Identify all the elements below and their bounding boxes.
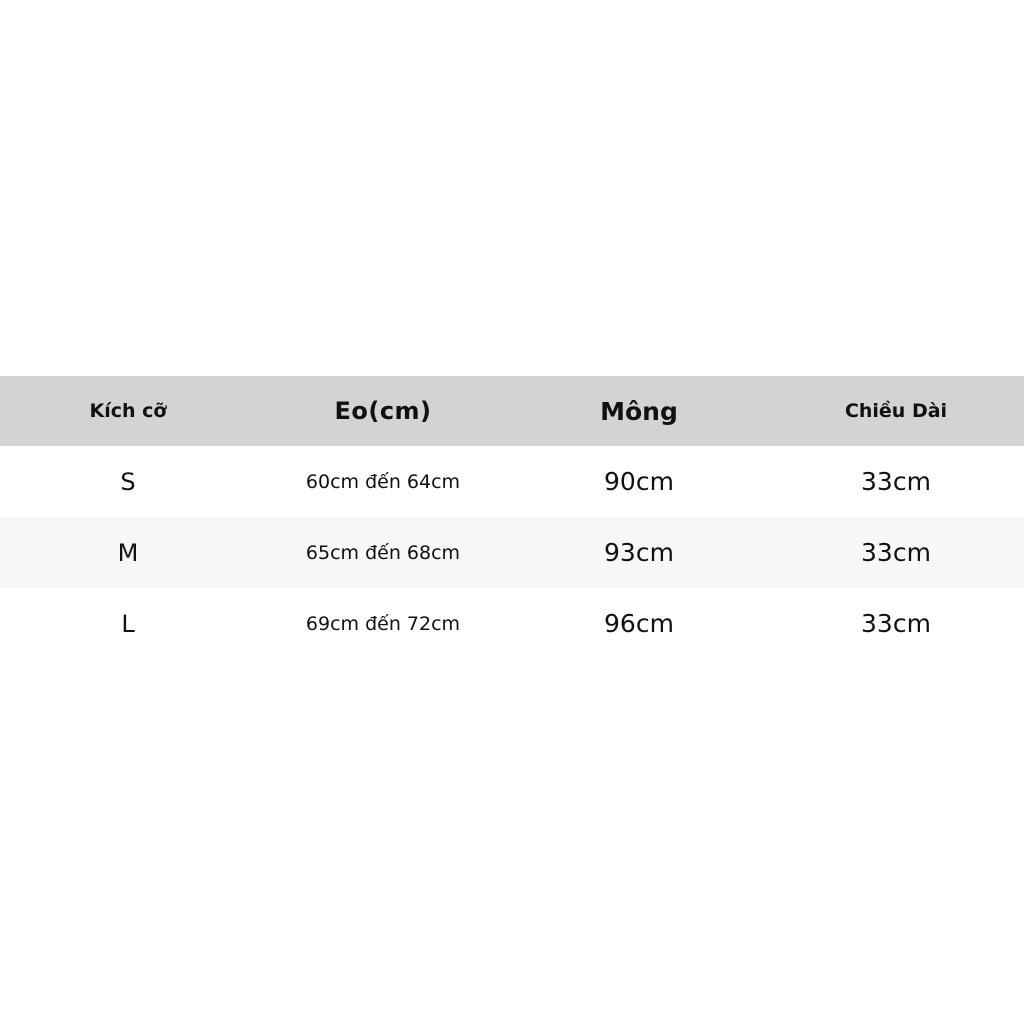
table-row xyxy=(0,517,1024,588)
cell-length: 33cm xyxy=(861,467,931,496)
cell-size: L xyxy=(121,609,135,638)
cell-length: 33cm xyxy=(861,609,931,638)
table-row xyxy=(0,588,1024,659)
cell-waist: 69cm đến 72cm xyxy=(305,612,461,635)
header-size: Kích cỡ xyxy=(89,400,167,422)
cell-waist: 60cm đến 64cm xyxy=(305,470,461,493)
cell-length: 33cm xyxy=(861,538,931,567)
cell-size: M xyxy=(117,538,139,567)
header-waist: Eo(cm) xyxy=(334,397,432,425)
cell-waist: 65cm đến 68cm xyxy=(305,541,461,564)
cell-hip: 93cm xyxy=(604,538,674,567)
header-length: Chiều Dài xyxy=(844,400,948,422)
cell-hip: 96cm xyxy=(604,609,674,638)
size-chart-table xyxy=(0,376,1024,659)
table-row xyxy=(0,446,1024,517)
table-header-row xyxy=(0,376,1024,446)
header-hip: Mông xyxy=(600,396,678,426)
cell-hip: 90cm xyxy=(604,467,674,496)
cell-size: S xyxy=(120,467,136,496)
